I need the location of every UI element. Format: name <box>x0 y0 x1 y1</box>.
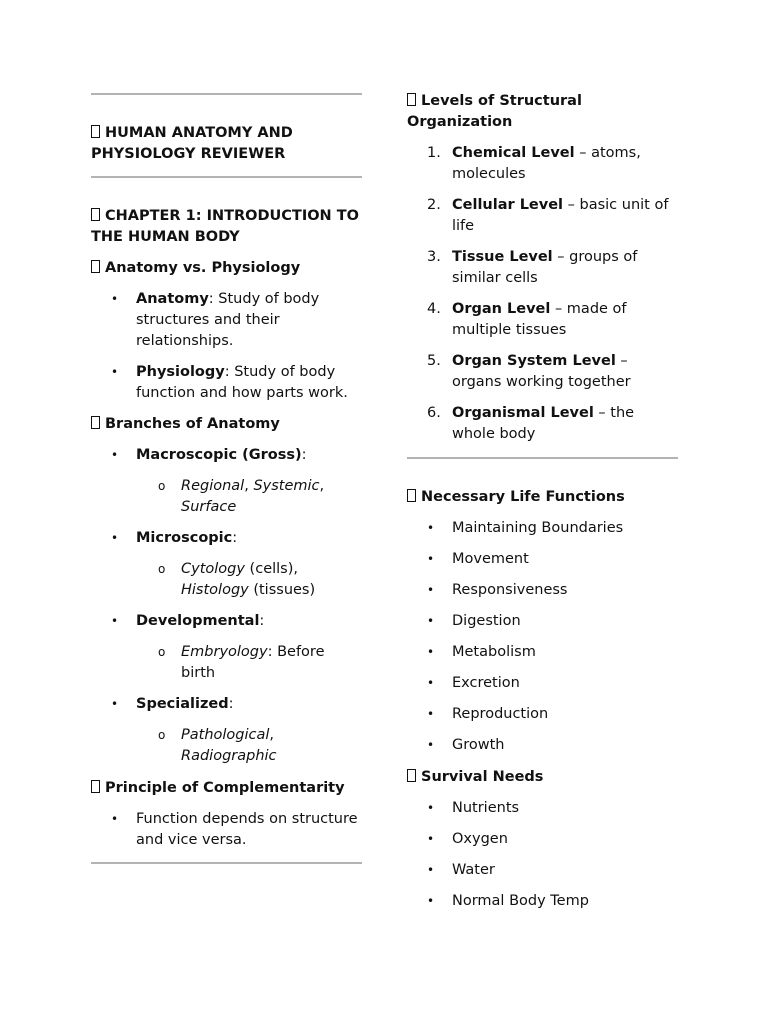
list-item: • Normal Body Temp <box>407 891 679 912</box>
list-item: 5. Organ System Level – organs working together <box>427 353 631 390</box>
list-item: • Responsiveness <box>407 580 679 601</box>
missing-glyph-icon <box>91 125 100 138</box>
list-item: • Macroscopic (Gross): <box>91 445 363 466</box>
missing-glyph-icon <box>407 489 416 502</box>
sub-list-item: o Cytology (cells), Histology (tissues) <box>91 559 363 601</box>
list-item: • Anatomy: Study of body structures and their relationships. <box>91 289 363 352</box>
list-item: • Function depends on structure and vice versa. <box>91 809 363 851</box>
survival-needs-list <box>407 798 679 912</box>
list-item: • Excretion <box>407 673 679 694</box>
principle-list <box>91 809 363 851</box>
document-title: HUMAN ANATOMY AND PHYSIOLOGY REVIEWER <box>91 125 293 162</box>
divider <box>91 93 362 95</box>
section-principle-of-complementarity: Principle of Complementarity • Function depends on structure and vice versa. <box>91 778 363 851</box>
section-survival-needs: Survival Needs • Nutrients • Oxygen • Water • Normal Body Temp <box>407 767 679 912</box>
missing-glyph-icon <box>91 780 100 793</box>
section-anatomy-vs-physiology: Anatomy vs. Physiology • Anatomy: Study of body structures and their relationships. • Physiology: Study of body function and how parts work. <box>91 258 363 404</box>
branches-list <box>91 445 363 767</box>
missing-glyph-icon <box>91 416 100 429</box>
list-item: • Growth <box>407 735 679 756</box>
list-item: • Oxygen <box>407 829 679 850</box>
list-item: • Reproduction <box>407 704 679 725</box>
missing-glyph-icon <box>407 769 416 782</box>
levels-list <box>407 143 679 445</box>
missing-glyph-icon <box>91 260 100 273</box>
sub-list-item: o Embryology: Before birth <box>91 642 363 684</box>
definition-list <box>91 289 363 404</box>
list-item: 6. Organismal Level – the whole body <box>427 405 635 442</box>
list-item: • Maintaining Boundaries <box>407 518 679 539</box>
list-item: • Digestion <box>407 611 679 632</box>
section-branches-of-anatomy: Branches of Anatomy • Macroscopic (Gross): o Regional, Systemic, Surface • Microscopic: o Cytology (cells), Histology (tissues) • Developmental: o Embryology: Before birth • Specialized: o Pathological, Radiographic <box>91 414 363 767</box>
life-functions-list <box>407 518 679 756</box>
list-item: 1. Chemical Level – atoms, molecules <box>427 145 641 182</box>
list-item: • Nutrients <box>407 798 679 819</box>
divider <box>407 457 678 459</box>
list-item: 3. Tissue Level – groups of similar cells <box>427 249 638 286</box>
list-item: • Physiology: Study of body function and how parts work. <box>91 362 363 404</box>
missing-glyph-icon <box>407 93 416 106</box>
list-item: • Metabolism <box>407 642 679 663</box>
list-item: • Movement <box>407 549 679 570</box>
divider <box>91 176 362 178</box>
sub-list-item: o Pathological, Radiographic <box>91 725 363 767</box>
list-item: • Microscopic: <box>91 528 363 549</box>
missing-glyph-icon <box>91 208 100 221</box>
section-levels-of-organization: Levels of Structural Organization 1. Chemical Level – atoms, molecules 2. Cellular Level – basic unit of life 3. Tissue Level – groups of similar cells 4. Organ Level – made of multiple tissues 5. Organ System Level – organs working together 6. Organismal Level – the whole body <box>407 91 679 445</box>
list-item: • Specialized: <box>91 694 363 715</box>
list-item: • Developmental: <box>91 611 363 632</box>
list-item: • Water <box>407 860 679 881</box>
list-item: 2. Cellular Level – basic unit of life <box>427 197 669 234</box>
list-item: 4. Organ Level – made of multiple tissues <box>427 301 627 338</box>
chapter-heading: CHAPTER 1: INTRODUCTION TO THE HUMAN BODY <box>91 208 359 245</box>
section-life-functions: Necessary Life Functions • Maintaining Boundaries • Movement • Responsiveness • Digestion • Metabolism • Excretion • Reproduction • Growth <box>407 487 679 756</box>
sub-list-item: o Regional, Systemic, Surface <box>91 476 363 518</box>
divider <box>91 862 362 864</box>
